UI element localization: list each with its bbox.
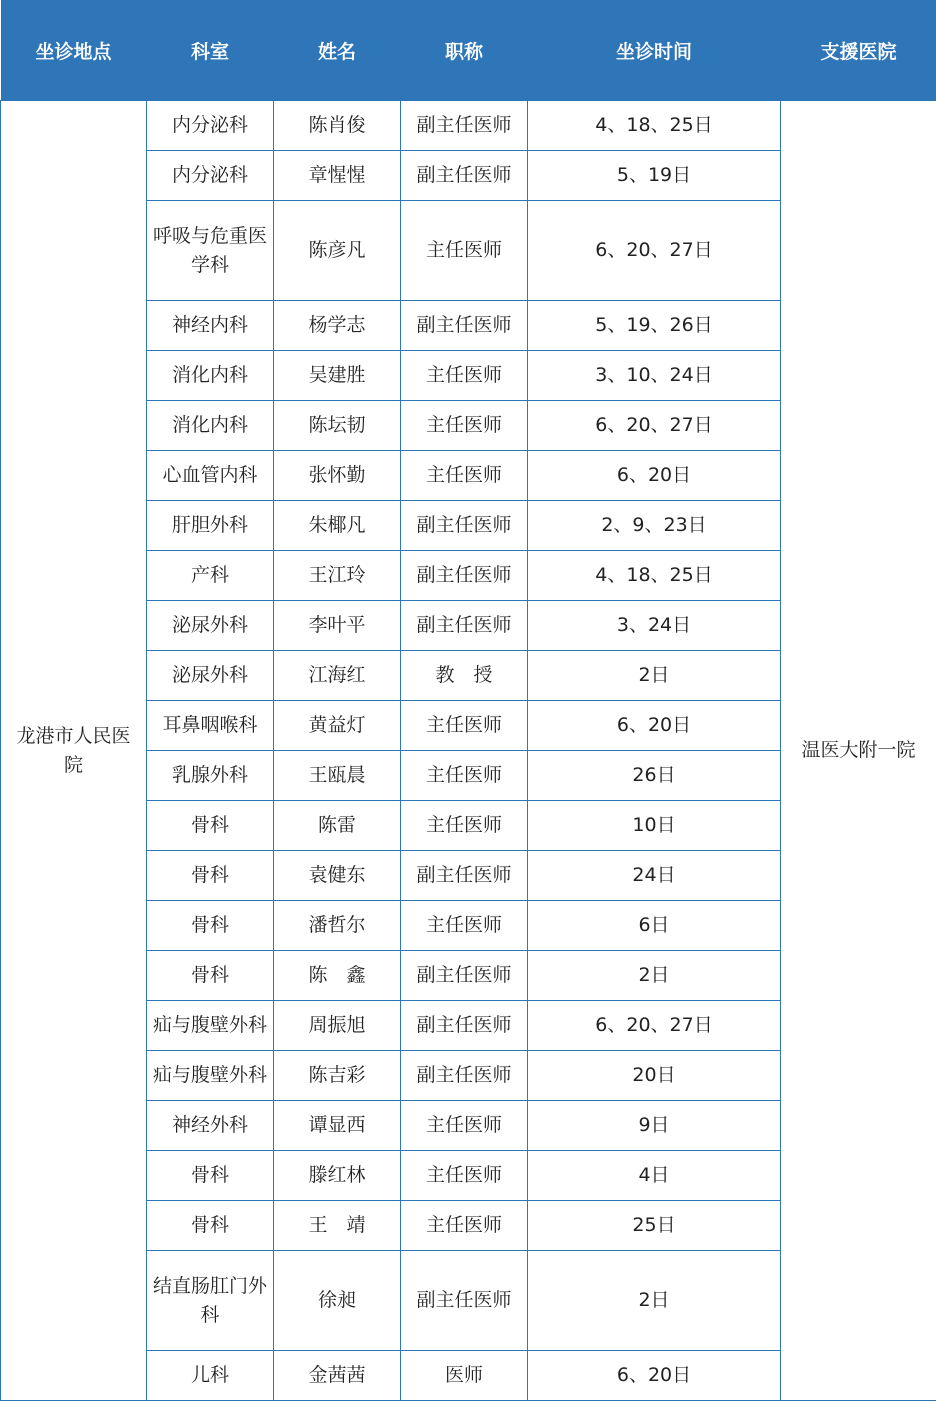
header-location: 坐诊地点 bbox=[1, 0, 147, 101]
department-cell: 乳腺外科 bbox=[147, 751, 274, 801]
clinic-time-cell: 6、20、27日 bbox=[528, 1001, 781, 1051]
header-time: 坐诊时间 bbox=[528, 0, 781, 101]
clinic-time-cell: 5、19日 bbox=[528, 151, 781, 201]
clinic-time-cell: 26日 bbox=[528, 751, 781, 801]
doctor-title-cell: 主任医师 bbox=[401, 901, 528, 951]
table-row bbox=[1, 101, 936, 151]
doctor-name-cell: 滕红林 bbox=[274, 1151, 401, 1201]
header-support-hospital: 支援医院 bbox=[781, 0, 936, 101]
doctor-name-cell: 谭显西 bbox=[274, 1101, 401, 1151]
department-cell: 泌尿外科 bbox=[147, 651, 274, 701]
doctor-title-cell: 副主任医师 bbox=[401, 1001, 528, 1051]
schedule-body bbox=[1, 101, 936, 1401]
doctor-title-cell: 主任医师 bbox=[401, 801, 528, 851]
doctor-title-cell: 副主任医师 bbox=[401, 601, 528, 651]
doctor-name-cell: 陈雷 bbox=[274, 801, 401, 851]
doctor-name-cell: 陈 鑫 bbox=[274, 951, 401, 1001]
doctor-title-cell: 副主任医师 bbox=[401, 151, 528, 201]
clinic-time-cell: 6、20日 bbox=[528, 1351, 781, 1401]
doctor-name-cell: 陈彦凡 bbox=[274, 201, 401, 301]
doctor-title-cell: 主任医师 bbox=[401, 401, 528, 451]
clinic-time-cell: 25日 bbox=[528, 1201, 781, 1251]
clinic-time-cell: 6日 bbox=[528, 901, 781, 951]
doctor-title-cell: 副主任医师 bbox=[401, 551, 528, 601]
department-cell: 骨科 bbox=[147, 851, 274, 901]
clinic-time-cell: 6、20、27日 bbox=[528, 401, 781, 451]
doctor-name-cell: 黄益灯 bbox=[274, 701, 401, 751]
doctor-title-cell: 主任医师 bbox=[401, 751, 528, 801]
doctor-title-cell: 副主任医师 bbox=[401, 1251, 528, 1351]
clinic-time-cell: 3、24日 bbox=[528, 601, 781, 651]
support-hospital-cell: 温医大附一院 bbox=[781, 101, 936, 1401]
department-cell: 耳鼻咽喉科 bbox=[147, 701, 274, 751]
doctor-title-cell: 主任医师 bbox=[401, 1201, 528, 1251]
department-cell: 骨科 bbox=[147, 1151, 274, 1201]
doctor-title-cell: 主任医师 bbox=[401, 1101, 528, 1151]
doctor-title-cell: 副主任医师 bbox=[401, 951, 528, 1001]
doctor-title-cell: 主任医师 bbox=[401, 201, 528, 301]
clinic-time-cell: 4日 bbox=[528, 1151, 781, 1201]
department-cell: 呼吸与危重医学科 bbox=[147, 201, 274, 301]
department-cell: 内分泌科 bbox=[147, 101, 274, 151]
doctor-name-cell: 王瓯晨 bbox=[274, 751, 401, 801]
doctor-title-cell: 医师 bbox=[401, 1351, 528, 1401]
header-department: 科室 bbox=[147, 0, 274, 101]
doctor-name-cell: 王 靖 bbox=[274, 1201, 401, 1251]
doctor-name-cell: 张怀勤 bbox=[274, 451, 401, 501]
doctor-title-cell: 教 授 bbox=[401, 651, 528, 701]
doctor-name-cell: 陈肖俊 bbox=[274, 101, 401, 151]
clinic-time-cell: 2日 bbox=[528, 951, 781, 1001]
department-cell: 神经内科 bbox=[147, 301, 274, 351]
clinic-time-cell: 2日 bbox=[528, 651, 781, 701]
clinic-time-cell: 6、20日 bbox=[528, 701, 781, 751]
clinic-time-cell: 4、18、25日 bbox=[528, 551, 781, 601]
doctor-title-cell: 副主任医师 bbox=[401, 301, 528, 351]
clinic-time-cell: 2日 bbox=[528, 1251, 781, 1351]
department-cell: 疝与腹壁外科 bbox=[147, 1001, 274, 1051]
department-cell: 疝与腹壁外科 bbox=[147, 1051, 274, 1101]
clinic-time-cell: 6、20、27日 bbox=[528, 201, 781, 301]
clinic-time-cell: 10日 bbox=[528, 801, 781, 851]
doctor-name-cell: 徐昶 bbox=[274, 1251, 401, 1351]
doctor-title-cell: 主任医师 bbox=[401, 351, 528, 401]
department-cell: 骨科 bbox=[147, 951, 274, 1001]
department-cell: 神经外科 bbox=[147, 1101, 274, 1151]
doctor-name-cell: 袁健东 bbox=[274, 851, 401, 901]
doctor-title-cell: 主任医师 bbox=[401, 451, 528, 501]
clinic-time-cell: 9日 bbox=[528, 1101, 781, 1151]
department-cell: 消化内科 bbox=[147, 401, 274, 451]
doctor-title-cell: 主任医师 bbox=[401, 701, 528, 751]
doctor-name-cell: 周振旭 bbox=[274, 1001, 401, 1051]
department-cell: 肝胆外科 bbox=[147, 501, 274, 551]
doctor-title-cell: 副主任医师 bbox=[401, 101, 528, 151]
doctor-title-cell: 副主任医师 bbox=[401, 1051, 528, 1101]
clinic-time-cell: 2、9、23日 bbox=[528, 501, 781, 551]
clinic-time-cell: 5、19、26日 bbox=[528, 301, 781, 351]
doctor-title-cell: 主任医师 bbox=[401, 1151, 528, 1201]
doctor-name-cell: 潘哲尔 bbox=[274, 901, 401, 951]
department-cell: 儿科 bbox=[147, 1351, 274, 1401]
department-cell: 骨科 bbox=[147, 901, 274, 951]
clinic-time-cell: 4、18、25日 bbox=[528, 101, 781, 151]
department-cell: 结直肠肛门外科 bbox=[147, 1251, 274, 1351]
clinic-time-cell: 3、10、24日 bbox=[528, 351, 781, 401]
header-name: 姓名 bbox=[274, 0, 401, 101]
doctor-name-cell: 陈坛韧 bbox=[274, 401, 401, 451]
department-cell: 骨科 bbox=[147, 1201, 274, 1251]
department-cell: 骨科 bbox=[147, 801, 274, 851]
location-cell: 龙港市人民医院 bbox=[1, 101, 147, 1401]
doctor-title-cell: 副主任医师 bbox=[401, 851, 528, 901]
department-cell: 泌尿外科 bbox=[147, 601, 274, 651]
header-row bbox=[1, 0, 936, 101]
department-cell: 心血管内科 bbox=[147, 451, 274, 501]
department-cell: 产科 bbox=[147, 551, 274, 601]
doctor-name-cell: 朱椰凡 bbox=[274, 501, 401, 551]
doctor-name-cell: 陈吉彩 bbox=[274, 1051, 401, 1101]
doctor-name-cell: 江海红 bbox=[274, 651, 401, 701]
doctor-name-cell: 杨学志 bbox=[274, 301, 401, 351]
clinic-time-cell: 6、20日 bbox=[528, 451, 781, 501]
clinic-time-cell: 24日 bbox=[528, 851, 781, 901]
doctor-title-cell: 副主任医师 bbox=[401, 501, 528, 551]
doctor-name-cell: 吴建胜 bbox=[274, 351, 401, 401]
clinic-time-cell: 20日 bbox=[528, 1051, 781, 1101]
doctor-name-cell: 王江玲 bbox=[274, 551, 401, 601]
doctor-name-cell: 章惺惺 bbox=[274, 151, 401, 201]
header-title: 职称 bbox=[401, 0, 528, 101]
department-cell: 消化内科 bbox=[147, 351, 274, 401]
doctor-name-cell: 金茜茜 bbox=[274, 1351, 401, 1401]
department-cell: 内分泌科 bbox=[147, 151, 274, 201]
doctor-name-cell: 李叶平 bbox=[274, 601, 401, 651]
